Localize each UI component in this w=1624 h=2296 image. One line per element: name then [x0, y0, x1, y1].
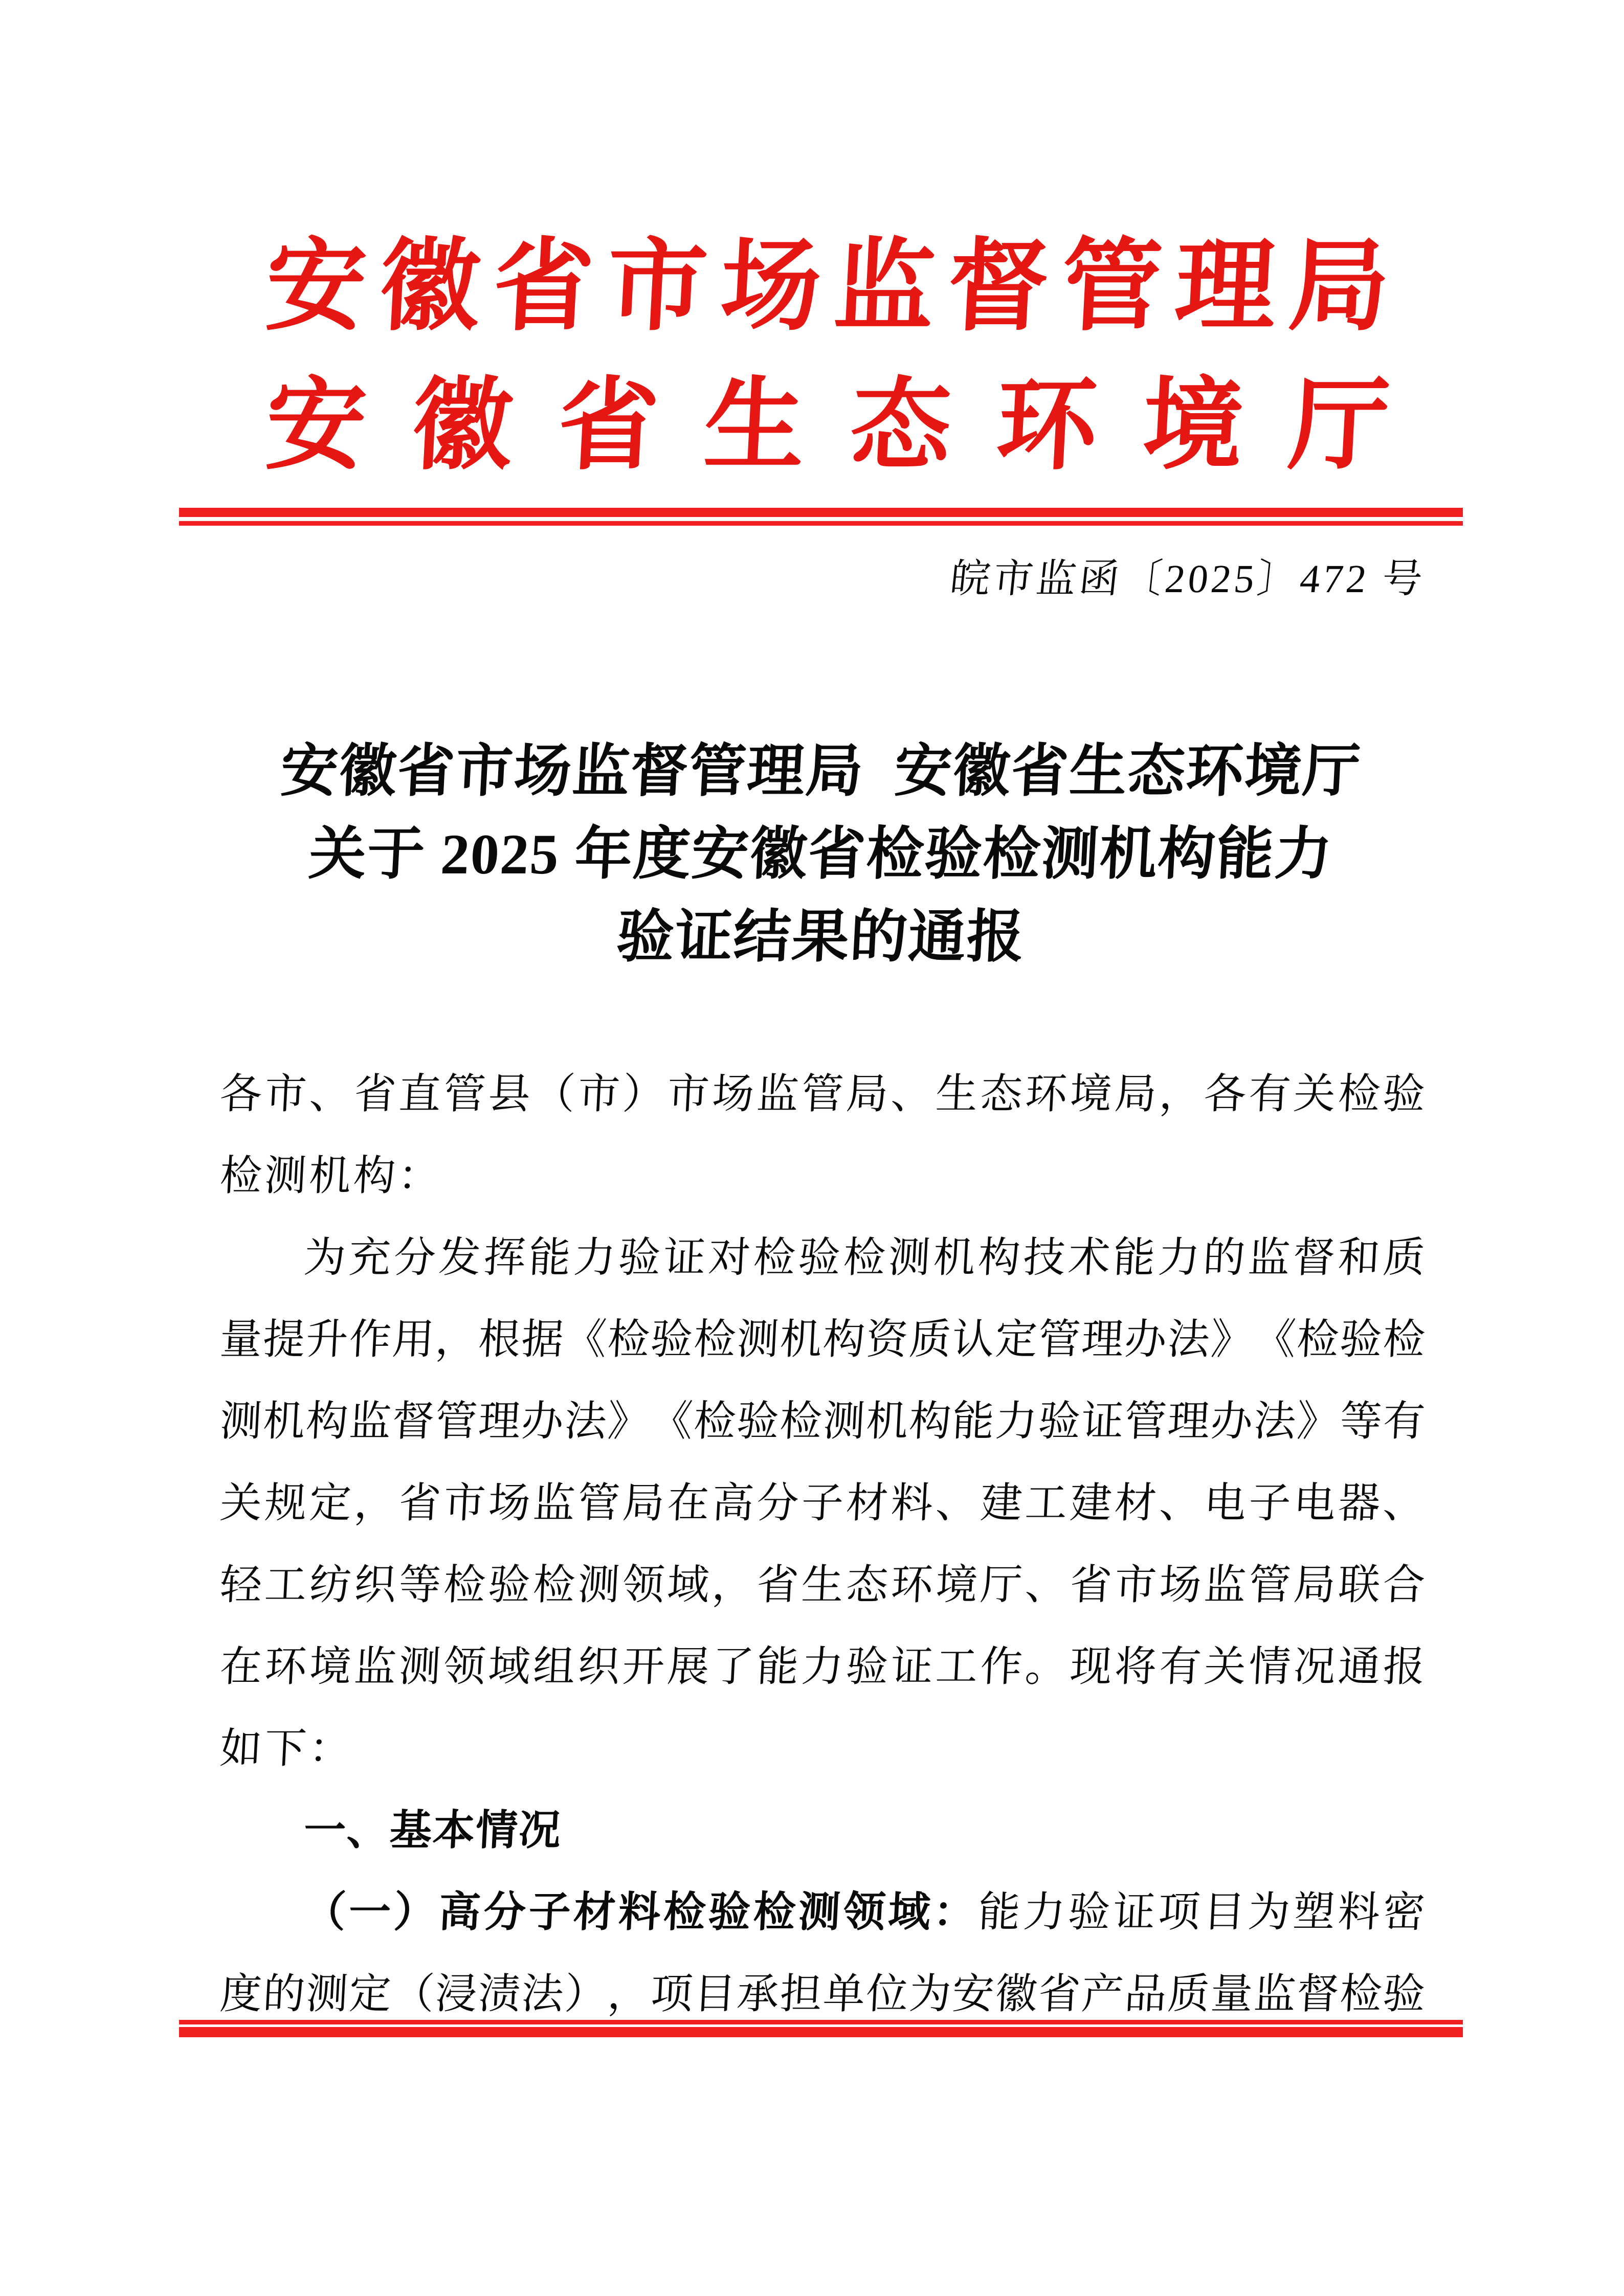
title-line-2: 关于 2025 年度安徽省检验检测机构能力 [307, 823, 1335, 886]
footer-rule-thick [179, 2027, 1463, 2037]
body-line: 各 市 、 省 直 管 县 （ 市 ） 市 场 监 管 局 、 生 态 环 境 局 ， 各 有 关 检 验 [218, 1071, 1427, 1117]
agency-name-line-1 [263, 232, 1392, 343]
agency-char: 市 [604, 232, 710, 343]
header-rule-thin [179, 521, 1463, 526]
header-rule-thick [179, 508, 1463, 517]
body-line: 轻 工 纺 织 等 检 验 检 测 领 域 ， 省 生 态 环 境 厅 、 省 市 场 监 管 局 联 合 [218, 1562, 1427, 1608]
agency-char: 境 [1140, 371, 1246, 482]
agency-char: 态 [848, 371, 954, 482]
body-line: 量 提 升 作 用 ， 根 据 《 检 验 检 测 机 构 资 质 认 定 管 理 办 法 》 《 检 验 检 [218, 1316, 1427, 1363]
agency-char: 督 [945, 232, 1052, 343]
body-line: 如下： [218, 1725, 355, 1772]
body-line: 度 的 测 定 （ 浸 渍 法 ） ， 项 目 承 担 单 位 为 安 徽 省 产 品 质 量 监 督 检 验 [218, 1971, 1427, 2017]
body-line: 检测机构： [218, 1153, 444, 1199]
agency-char: 场 [718, 232, 824, 343]
document-title [179, 730, 1463, 979]
agency-char: 徽 [376, 232, 483, 343]
doc-number: 皖市监函〔2025〕472 号 [948, 556, 1428, 601]
body-text [220, 1053, 1425, 2035]
agency-char: 环 [993, 371, 1100, 482]
agency-char: 生 [701, 371, 808, 482]
title-line-3: 验证结果的通报 [615, 906, 1027, 969]
agency-char: 厅 [1286, 371, 1392, 482]
agency-char: 监 [831, 232, 938, 343]
body-line: 在 环 境 监 测 领 域 组 织 开 展 了 能 力 验 证 工 作 。 现 将 有 关 情 况 通 报 [218, 1644, 1427, 1690]
agency-char: 省 [490, 232, 597, 343]
footer-rule-thin [179, 2020, 1463, 2024]
title-line-1: 安徽省市场监督管理局 安徽省生态环境厅 [279, 740, 1363, 803]
agency-char: 安 [263, 232, 369, 343]
agency-char: 局 [1286, 232, 1392, 343]
agency-name-line-2 [263, 371, 1392, 482]
section-heading: 一、基本情况 [302, 1807, 563, 1854]
body-line: （ 一 ） 高 分 子 材 料 检 验 检 测 领 域 ： 能 力 验 证 项 目 为 塑 料 密 [302, 1889, 1427, 1935]
agency-char: 省 [555, 371, 662, 482]
agency-char: 理 [1172, 232, 1279, 343]
body-line: 关 规 定 ， 省 市 场 监 管 局 在 高 分 子 材 料 、 建 工 建 材 、 电 子 电 器 、 [218, 1480, 1427, 1526]
body-line: 为 充 分 发 挥 能 力 验 证 对 检 验 检 测 机 构 技 术 能 力 的 监 督 和 质 [302, 1234, 1427, 1281]
agency-char: 徽 [409, 371, 516, 482]
agency-char: 安 [263, 371, 369, 482]
body-line: 测 机 构 监 督 管 理 办 法 》 《 检 验 检 测 机 构 能 力 验 证 管 理 办 法 》 等 有 [218, 1398, 1427, 1445]
agency-char: 管 [1058, 232, 1165, 343]
